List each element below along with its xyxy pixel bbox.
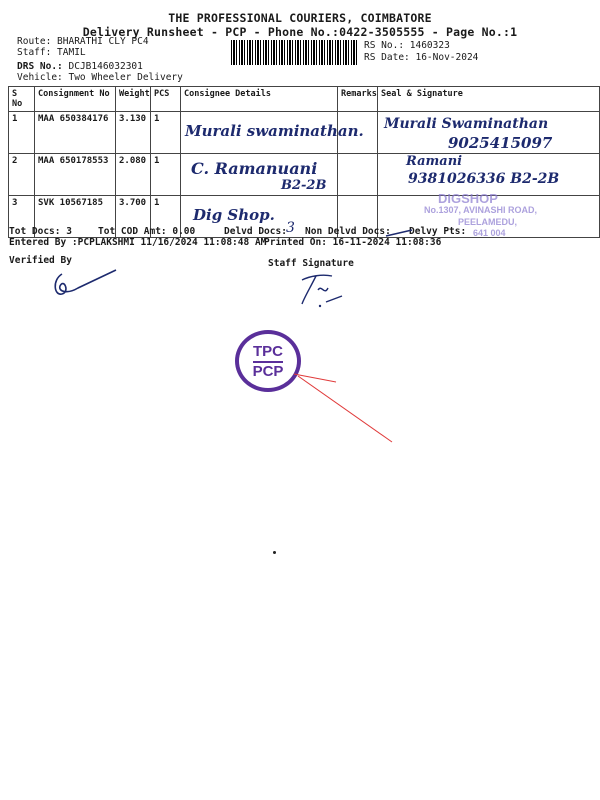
row-consignment: SVK 10567185 — [35, 196, 116, 238]
runsheet-table — [8, 86, 600, 238]
route-label: Route: BHARATHI CLY PC4 — [17, 36, 149, 47]
signature-handwritten: Ramani — [406, 154, 463, 169]
delvy-pts: Delvy Pts: — [409, 226, 467, 237]
table-header-row — [9, 87, 600, 112]
shop-stamp-address: No.1307, AVINASHI ROAD, — [424, 205, 538, 215]
verified-by-label: Verified By — [9, 255, 72, 266]
tot-cod: Tot COD Amt: 0.00 — [98, 226, 196, 237]
row-sno: 2 — [9, 154, 35, 196]
verifier-signature — [48, 266, 128, 302]
shop-stamp-name: DIGSHOP — [438, 191, 498, 206]
consignee-handwritten: Murali swaminathan. — [185, 122, 364, 140]
delvd-docs: Delvd Docs: — [224, 226, 287, 237]
staff-signature-label: Staff Signature — [268, 258, 354, 269]
staff-label: Staff: TAMIL — [17, 47, 86, 58]
col-consignee: Consignee Details — [181, 87, 338, 112]
row-pcs: 1 — [151, 154, 181, 196]
table-row — [9, 154, 600, 196]
delvd-docs-value: 3 — [286, 220, 295, 236]
row-seal-signature — [378, 154, 600, 196]
row-consignee — [181, 112, 364, 154]
barcode — [231, 40, 358, 65]
row-consignee — [181, 154, 338, 196]
drs-value: DCJB146032301 — [68, 61, 143, 72]
tpc-stamp-line1: TPC — [253, 343, 283, 360]
shop-stamp-pin: 641 004 — [473, 228, 506, 238]
drs-label: DRS No.: — [17, 61, 63, 72]
company-title: THE PROFESSIONAL COURIERS, COIMBATORE — [168, 11, 432, 25]
row-consignment: MAA 650384176 — [35, 112, 116, 154]
ink-dot — [273, 551, 276, 554]
signature-phone: 9381026336 B2-2B — [408, 171, 560, 187]
row-remarks — [338, 154, 378, 196]
row-seal-signature — [378, 112, 600, 154]
row-pcs: 1 — [151, 112, 181, 154]
printed-on: Printed On: 16-11-2024 11:08:36 — [264, 237, 442, 248]
signature-handwritten: Murali Swaminathan — [384, 116, 549, 132]
shop-stamp-area: PEELAMEDU, — [458, 217, 518, 227]
table-row — [9, 112, 600, 154]
col-remarks: Remarks — [338, 87, 378, 112]
row-pcs: 1 — [151, 196, 181, 238]
consignee-unit: B2-2B — [281, 178, 327, 193]
tot-docs: Tot Docs: 3 — [9, 226, 72, 237]
consignee-handwritten: Dig Shop. — [193, 206, 275, 224]
col-signature: Seal & Signature — [378, 87, 600, 112]
col-sno: S No — [9, 87, 35, 112]
red-pen-strokes — [290, 370, 400, 450]
col-weight: Weight — [116, 87, 151, 112]
tpc-stamp-line2: PCP — [252, 363, 284, 380]
row-consignment: MAA 650178553 — [35, 154, 116, 196]
vehicle-label: Vehicle: Two Wheeler Delivery — [17, 72, 183, 83]
signature-phone: 9025415097 — [448, 134, 553, 152]
row-sno: 1 — [9, 112, 35, 154]
staff-signature — [296, 266, 346, 312]
col-pcs: PCS — [151, 87, 181, 112]
row-sno: 3 — [9, 196, 35, 238]
col-consignment: Consignment No — [35, 87, 116, 112]
runsheet-subtitle: Delivery Runsheet - PCP - Phone No.:0422-3505555 - Page No.:1 — [82, 25, 518, 39]
entered-by: Entered By :PCPLAKSHMI 11/16/2024 11:08:48 AM — [9, 237, 267, 248]
row-weight: 2.080 — [116, 154, 151, 196]
non-delvd-docs: Non Delvd Docs: — [305, 226, 391, 237]
drs-number — [17, 61, 143, 72]
rs-date: RS Date: 16-Nov-2024 — [364, 52, 479, 63]
consignee-handwritten: C. Ramanuani — [191, 159, 318, 178]
row-weight: 3.700 — [116, 196, 151, 238]
row-weight: 3.130 — [116, 112, 151, 154]
rs-number: RS No.: 1460323 — [364, 40, 450, 51]
